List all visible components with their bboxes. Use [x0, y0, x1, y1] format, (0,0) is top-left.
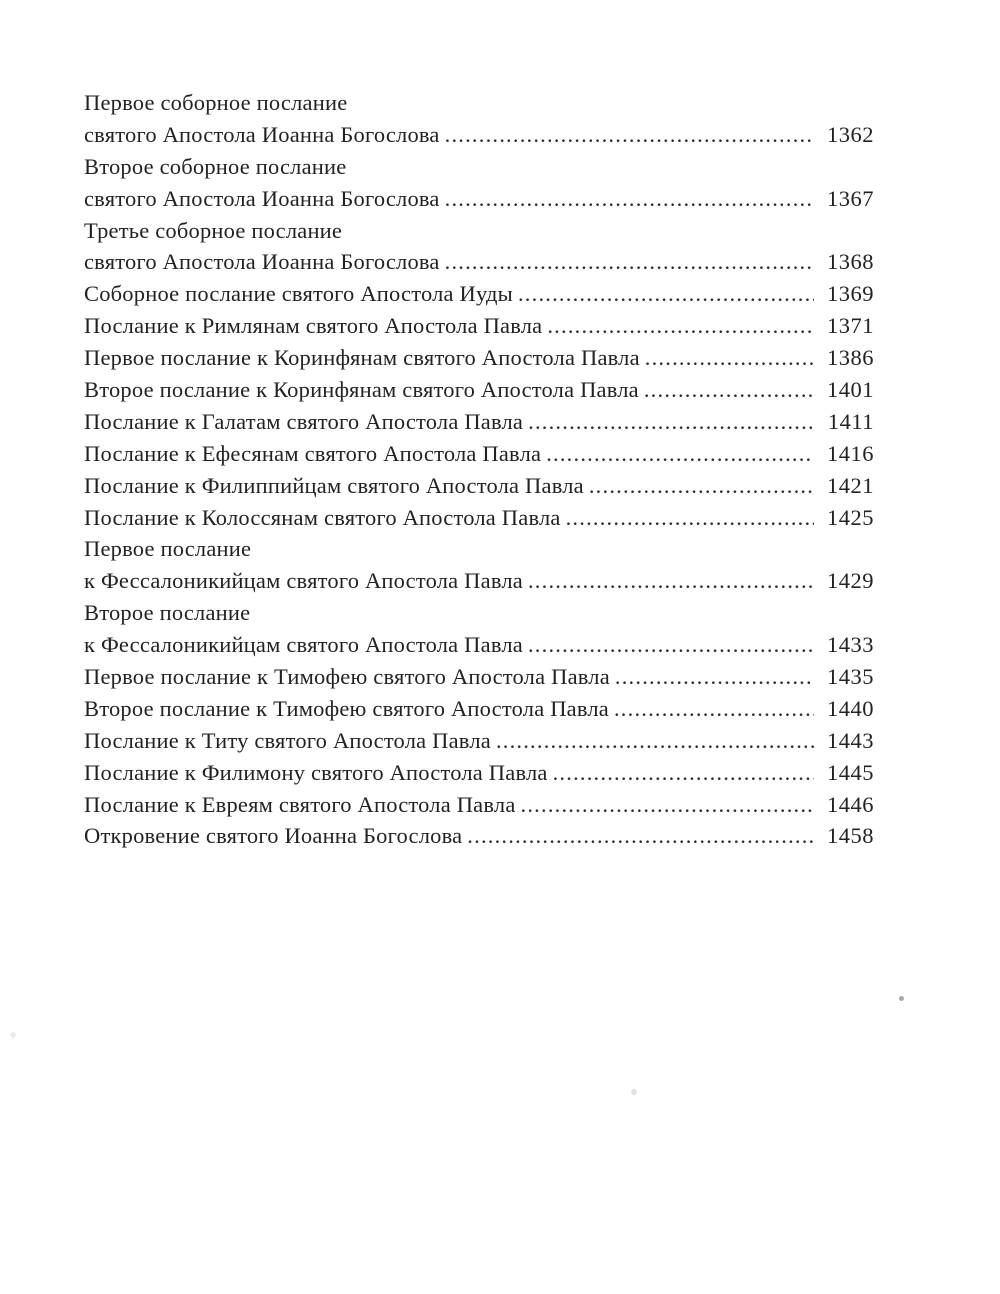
toc-line	[84, 406, 874, 438]
toc-entry	[84, 757, 874, 789]
dot-leader	[614, 693, 814, 725]
toc-page-number: 1433	[827, 632, 874, 658]
toc-entry-title: Откровение святого Иоанна Богослова	[84, 823, 463, 849]
toc-entry-title: Первое послание	[84, 536, 252, 562]
toc-entry-title: святого Апостола Иоанна Богослова	[84, 121, 440, 147]
toc-line	[84, 183, 874, 215]
toc-entry-title: Послание к Филимону святого Апостола Павла	[84, 759, 548, 785]
toc-page-number: 1386	[827, 345, 874, 371]
scan-speck	[631, 1089, 637, 1095]
toc-entry	[84, 310, 874, 342]
toc-entry-title: Послание к Евреям святого Апостола Павла	[84, 791, 516, 817]
toc-page-number: 1368	[827, 249, 874, 275]
toc-line	[84, 119, 874, 151]
toc-entry	[84, 342, 874, 374]
toc-entry-title: святого Апостола Иоанна Богослова	[84, 185, 440, 211]
toc-entry	[84, 470, 874, 502]
toc-entry-title: Второе послание	[84, 600, 251, 626]
toc-entry-title: к Фессалоникийцам святого Апостола Павла	[84, 632, 523, 658]
toc-line	[84, 725, 874, 757]
toc-page-number: 1416	[827, 440, 874, 466]
dot-leader	[589, 470, 814, 502]
toc-entry	[84, 661, 874, 693]
toc-entry-title: Второе соборное послание	[84, 153, 347, 179]
dot-leader	[445, 246, 814, 278]
toc-line	[84, 342, 874, 374]
toc-line	[84, 310, 874, 342]
dot-leader	[528, 565, 814, 597]
toc-page-number: 1443	[827, 727, 874, 753]
dot-leader	[547, 310, 814, 342]
scan-speck	[10, 1032, 16, 1038]
dot-leader	[546, 438, 814, 470]
toc-page-number: 1445	[827, 759, 874, 785]
toc-page-number: 1458	[827, 823, 874, 849]
toc-entry-title: святого Апостола Иоанна Богослова	[84, 249, 440, 275]
toc-line	[84, 661, 874, 693]
toc-entry-title: Послание к Римлянам святого Апостола Павла	[84, 313, 543, 339]
toc-page-number: 1362	[827, 121, 874, 147]
toc-line	[84, 87, 874, 119]
toc-line	[84, 693, 874, 725]
toc-entry-title: к Фессалоникийцам святого Апостола Павла	[84, 568, 523, 594]
toc-line	[84, 565, 874, 597]
dot-leader	[445, 119, 814, 151]
toc-entry-title: Послание к Колоссянам святого Апостола Павла	[84, 504, 561, 530]
toc-page-number: 1425	[827, 504, 874, 530]
dot-leader	[553, 757, 814, 789]
toc-entry	[84, 693, 874, 725]
toc-entry-title: Третье соборное послание	[84, 217, 343, 243]
dot-leader	[528, 406, 815, 438]
toc-line	[84, 597, 874, 629]
toc-entry	[84, 374, 874, 406]
toc-line	[84, 215, 874, 247]
toc-entry	[84, 533, 874, 597]
toc-page-number: 1401	[827, 377, 874, 403]
toc-entry	[84, 438, 874, 470]
dot-leader	[518, 278, 814, 310]
toc-page-number: 1440	[827, 695, 874, 721]
toc-line	[84, 246, 874, 278]
scan-speck	[899, 996, 904, 1001]
toc-line	[84, 757, 874, 789]
toc-entry-title: Соборное послание святого Апостола Иуды	[84, 281, 513, 307]
toc-page-number: 1435	[827, 664, 874, 690]
toc-entry-title: Второе послание к Коринфянам святого Апостола Павла	[84, 377, 639, 403]
toc-entry	[84, 725, 874, 757]
toc-entry	[84, 789, 874, 821]
toc-entry	[84, 87, 874, 151]
toc-entry	[84, 278, 874, 310]
toc-entry-title: Второе послание к Тимофею святого Апостола Павла	[84, 695, 609, 721]
toc-page-number: 1367	[827, 185, 874, 211]
toc-entry	[84, 406, 874, 438]
toc-line	[84, 374, 874, 406]
toc-entry	[84, 820, 874, 852]
toc-entry	[84, 502, 874, 534]
toc-page-number: 1369	[827, 281, 874, 307]
toc-page-number: 1429	[827, 568, 874, 594]
dot-leader	[615, 661, 814, 693]
dot-leader	[528, 629, 814, 661]
toc-entry	[84, 215, 874, 279]
toc-entry-title: Послание к Галатам святого Апостола Павла	[84, 408, 524, 434]
toc-entry	[84, 597, 874, 661]
dot-leader	[467, 820, 814, 852]
dot-leader	[644, 374, 814, 406]
toc-entry-title: Первое послание к Тимофею святого Апостола Павла	[84, 664, 610, 690]
toc-entry-title: Первое послание к Коринфянам святого Апостола Павла	[84, 345, 640, 371]
toc-page-number: 1411	[827, 408, 874, 434]
toc-entry-title: Первое соборное послание	[84, 90, 348, 115]
toc-line	[84, 438, 874, 470]
table-of-contents	[84, 87, 874, 852]
toc-line	[84, 278, 874, 310]
toc-line	[84, 533, 874, 565]
toc-line	[84, 151, 874, 183]
dot-leader	[645, 342, 814, 374]
toc-entry	[84, 151, 874, 215]
toc-entry-title: Послание к Титу святого Апостола Павла	[84, 727, 491, 753]
toc-line	[84, 789, 874, 821]
dot-leader	[521, 789, 814, 821]
toc-line	[84, 629, 874, 661]
toc-page-number: 1421	[827, 472, 874, 498]
dot-leader	[566, 502, 814, 534]
toc-page-number: 1371	[827, 313, 874, 339]
dot-leader	[496, 725, 814, 757]
toc-line	[84, 502, 874, 534]
toc-line	[84, 470, 874, 502]
toc-entry-title: Послание к Ефесянам святого Апостола Павла	[84, 440, 542, 466]
dot-leader	[445, 183, 814, 215]
toc-entry-title: Послание к Филиппийцам святого Апостола Павла	[84, 472, 584, 498]
toc-line	[84, 820, 874, 852]
toc-page-number: 1446	[827, 791, 874, 817]
